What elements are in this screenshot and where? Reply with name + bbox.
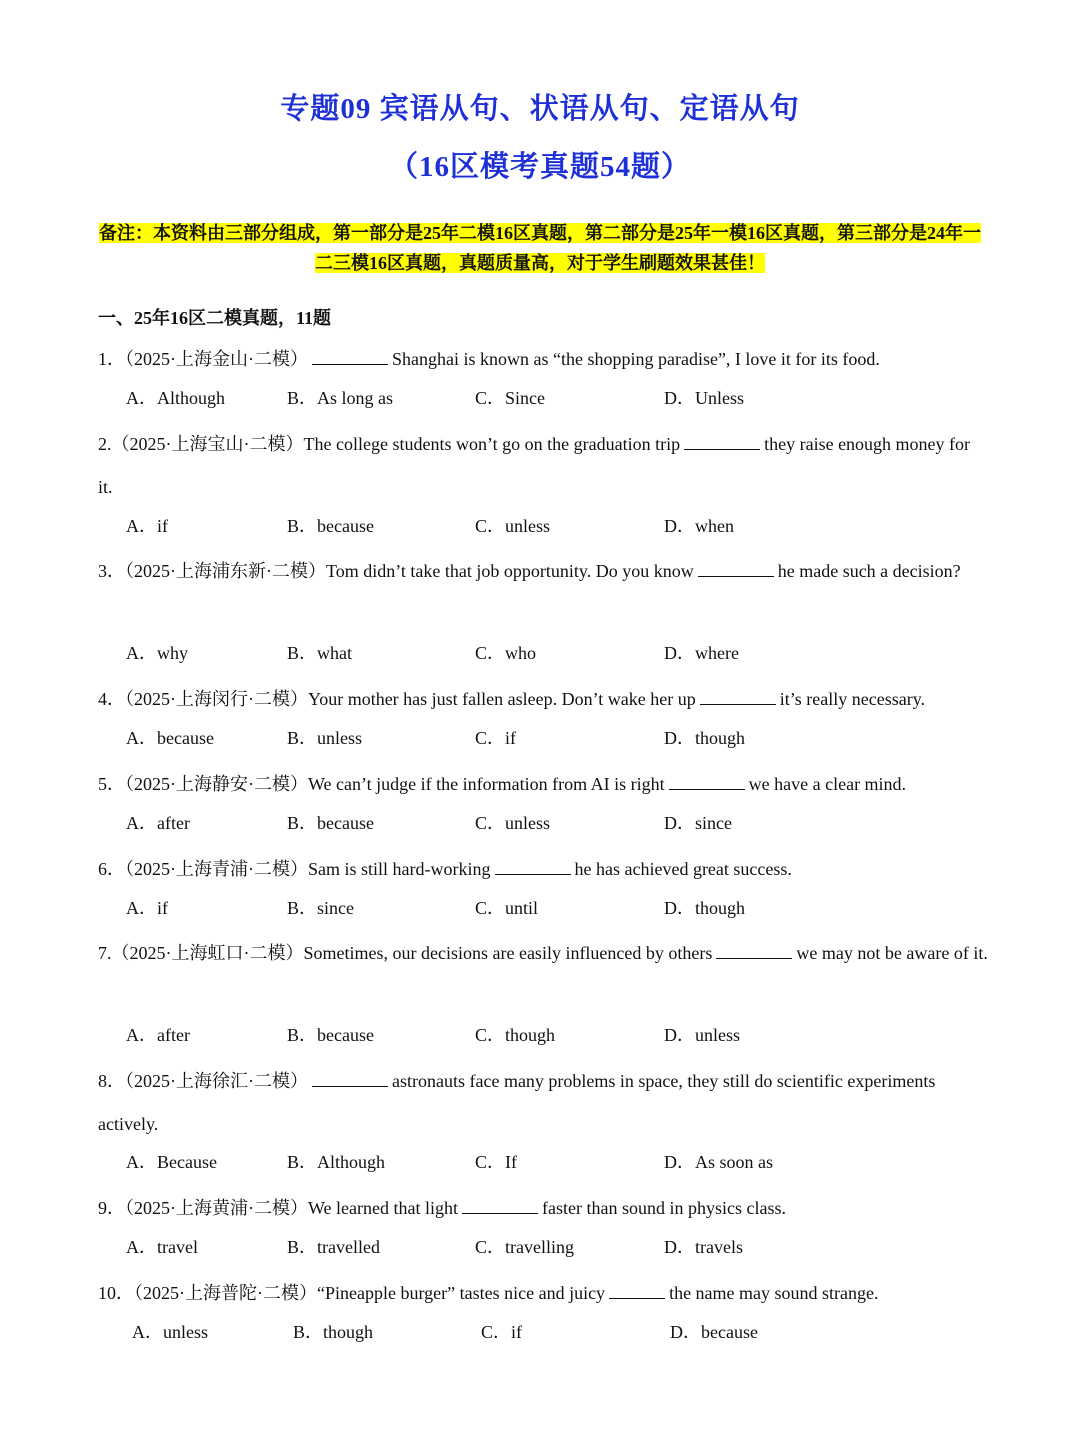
option-d: D．where xyxy=(664,643,739,663)
option-d: D．unless xyxy=(664,1025,740,1045)
options-row xyxy=(126,1233,986,1263)
option-b: B．since xyxy=(287,898,354,918)
note-text: 备注：本资料由三部分组成，第一部分是25年二模16区真题，第二部分是25年一模16区真题，第三部分是24年一二三模16区真题，真题质量高，对于学生刷题效果甚佳！ xyxy=(99,223,981,273)
answer-blank xyxy=(669,771,745,790)
answer-blank xyxy=(716,940,792,959)
question-text-after: astronauts face many problems in space, they still do scientific experiments actively. xyxy=(98,1071,936,1134)
option-b: B．because xyxy=(287,1025,374,1045)
option-d: D．when xyxy=(664,516,734,536)
option-b: B．though xyxy=(293,1322,374,1342)
option-d: D．travels xyxy=(664,1237,743,1257)
question-text-after: they raise enough money for it. xyxy=(98,434,971,497)
option-c: C．travelling xyxy=(475,1237,574,1257)
option-b: B．As long as xyxy=(287,388,394,408)
question-text-before: “Pineapple burger” tastes nice and juicy xyxy=(317,1283,606,1303)
answer-blank xyxy=(684,431,760,450)
answer-blank xyxy=(312,346,388,365)
question-text-after: he made such a decision? xyxy=(777,561,961,581)
option-b: B．because xyxy=(287,813,374,833)
option-d: D．since xyxy=(664,813,732,833)
question-7 xyxy=(98,932,988,975)
answer-blank xyxy=(495,856,571,875)
question-source: 3．（2025·上海浦东新·二模） xyxy=(98,561,326,581)
option-a: A．Although xyxy=(126,388,225,408)
options-row xyxy=(132,1318,992,1348)
option-b: B．what xyxy=(287,643,352,663)
question-text-after: we have a clear mind. xyxy=(748,774,907,794)
option-a: A．unless xyxy=(132,1322,208,1342)
question-text-before: Your mother has just fallen asleep. Don’t wake her up xyxy=(308,689,696,709)
question-text-after: the name may sound strange. xyxy=(669,1283,879,1303)
option-d: D．though xyxy=(664,728,745,748)
option-c: C．who xyxy=(475,643,537,663)
option-c: C．unless xyxy=(475,516,551,536)
options-row xyxy=(126,894,986,924)
option-b: B．unless xyxy=(287,728,363,748)
question-text-before: We can’t judge if the information from AI is right xyxy=(308,774,665,794)
options-row xyxy=(126,512,986,542)
option-d: D．Unless xyxy=(664,388,744,408)
question-5 xyxy=(98,763,988,806)
option-c: C．if xyxy=(481,1322,523,1342)
question-1 xyxy=(98,338,988,381)
question-text-before: Tom didn’t take that job opportunity. Do you know xyxy=(326,561,694,581)
options-row xyxy=(126,639,986,669)
question-source: 6．（2025·上海青浦·二模） xyxy=(98,859,308,879)
option-a: A．if xyxy=(126,516,168,536)
option-c: C．Since xyxy=(475,388,545,408)
option-a: A．after xyxy=(126,813,190,833)
options-row xyxy=(126,1021,986,1051)
question-source: 10．（2025·上海普陀·二模） xyxy=(98,1283,317,1303)
question-source: 8．（2025·上海徐汇·二模） xyxy=(98,1071,308,1091)
question-2 xyxy=(98,423,988,508)
answer-blank xyxy=(700,686,776,705)
question-source: 1．（2025·上海金山·二模） xyxy=(98,349,308,369)
question-4 xyxy=(98,678,988,721)
options-row xyxy=(126,809,986,839)
option-c: C．though xyxy=(475,1025,556,1045)
question-10 xyxy=(98,1272,988,1315)
question-text-after: it’s really necessary. xyxy=(779,689,926,709)
answer-blank xyxy=(462,1195,538,1214)
options-row xyxy=(126,724,986,754)
note-banner xyxy=(98,218,982,278)
option-b: B．because xyxy=(287,516,374,536)
question-source: 2.（2025·上海宝山·二模） xyxy=(98,434,304,454)
option-d: D．though xyxy=(664,898,745,918)
document-title: 专题09 宾语从句、状语从句、定语从句 xyxy=(280,93,800,125)
option-d: D．because xyxy=(670,1322,758,1342)
section-heading: 一、25年16区二模真题，11题 xyxy=(98,308,332,328)
answer-blank xyxy=(698,558,774,577)
question-text-after: Shanghai is known as “the shopping paradise”, I love it for its food. xyxy=(392,349,880,369)
question-text-before: We learned that light xyxy=(308,1198,458,1218)
option-d: D．As soon as xyxy=(664,1152,774,1172)
question-6 xyxy=(98,848,988,891)
question-8 xyxy=(98,1060,988,1145)
options-row xyxy=(126,384,986,414)
option-c: C．until xyxy=(475,898,539,918)
option-a: A．after xyxy=(126,1025,190,1045)
options-row xyxy=(126,1148,986,1178)
question-text-before: Sometimes, our decisions are easily influenced by others xyxy=(303,943,713,963)
question-3 xyxy=(98,550,988,593)
question-text-after: he has achieved great success. xyxy=(574,859,792,879)
option-b: B．travelled xyxy=(287,1237,380,1257)
question-text-after: we may not be aware of it. xyxy=(796,943,988,963)
answer-blank xyxy=(312,1068,388,1087)
option-a: A．travel xyxy=(126,1237,198,1257)
question-source: 4．（2025·上海闵行·二模） xyxy=(98,689,308,709)
option-a: A．because xyxy=(126,728,214,748)
option-c: C．If xyxy=(475,1152,517,1172)
option-a: A．Because xyxy=(126,1152,217,1172)
answer-blank xyxy=(609,1280,665,1299)
option-c: C．unless xyxy=(475,813,551,833)
question-9 xyxy=(98,1187,988,1230)
question-source: 9．（2025·上海黄浦·二模） xyxy=(98,1198,308,1218)
option-c: C．if xyxy=(475,728,517,748)
question-source: 5．（2025·上海静安·二模） xyxy=(98,774,308,794)
question-text-after: faster than sound in physics class. xyxy=(542,1198,786,1218)
document-subtitle: （16区模考真题54题） xyxy=(388,151,691,183)
option-a: A．why xyxy=(126,643,188,663)
question-source: 7.（2025·上海虹口·二模） xyxy=(98,943,304,963)
question-text-before: The college students won’t go on the graduation trip xyxy=(303,434,681,454)
option-b: B．Although xyxy=(287,1152,386,1172)
question-text-before: Sam is still hard-working xyxy=(308,859,491,879)
option-a: A．if xyxy=(126,898,168,918)
